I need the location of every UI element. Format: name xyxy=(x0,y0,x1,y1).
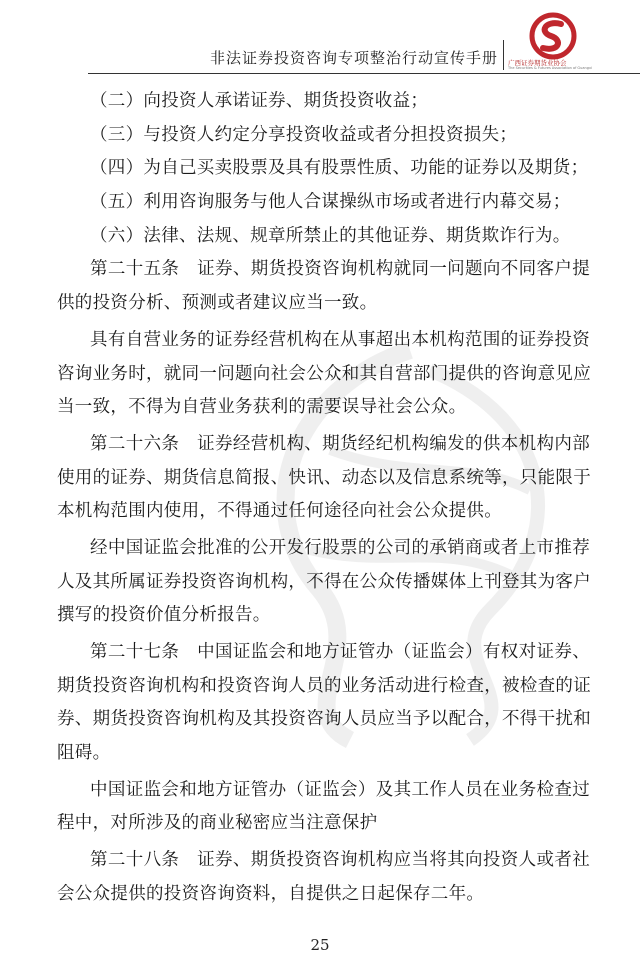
text-line: 具有自营业务的证券经营机构在从事超出本机构范围的证券投资 xyxy=(90,329,590,350)
header-rule xyxy=(88,73,640,74)
text-line: 期货投资咨询机构和投资咨询人员的业务活动进行检查，被检查的证 xyxy=(57,675,591,696)
text-line: 当一致，不得为自营业务获利的需要误导社会公众。 xyxy=(57,397,467,418)
logo-subtitle: The Securities & Futures Association of Guangxi xyxy=(508,66,592,70)
text-line: 供的投资分析、预测或者建议应当一致。 xyxy=(57,293,378,314)
body-text xyxy=(57,85,590,912)
text-line: 撰写的投资价值分析报告。 xyxy=(57,605,271,626)
text-line: 咨询业务时，就同一问题向社会公众和其自营部门提供的咨询意见应 xyxy=(57,363,591,384)
text-line: （六）法律、法规、规章所禁止的其他证券、期货欺诈行为。 xyxy=(90,225,571,246)
logo-name: 广西证券期货业协会 xyxy=(508,59,567,67)
text-line: （四）为自己买卖股票及具有股票性质、功能的证券以及期货； xyxy=(90,158,589,179)
text-line: 第二十五条 证券、期货投资咨询机构就同一问题向不同客户提 xyxy=(90,259,590,280)
text-line: 券、期货投资咨询机构及其投资咨询人员应当予以配合，不得干扰和 xyxy=(57,709,591,730)
text-line: （五）利用咨询服务与他人合谋操纵市场或者进行内幕交易； xyxy=(90,192,571,213)
text-line: 经中国证监会批准的公开发行股票的公司的承销商或者上市推荐 xyxy=(90,537,590,558)
text-line: 会公众提供的投资咨询资料，自提供之日起保存二年。 xyxy=(57,883,485,904)
text-line: 阻碍。 xyxy=(57,743,111,764)
text-line: 中国证监会和地方证管办（证监会）及其工作人员在业务检查过 xyxy=(90,779,590,800)
text-line: 使用的证券、期货信息简报、快讯、动态以及信息系统等，只能限于 xyxy=(57,467,591,488)
text-line: 本机构范围内使用，不得通过任何途径向社会公众提供。 xyxy=(57,501,502,522)
text-line: （三）与投资人约定分享投资收益或者分担投资损失； xyxy=(90,124,518,145)
text-line: （二）向投资人承诺证券、期货投资收益； xyxy=(90,91,429,111)
text-line: 程中，对所涉及的商业秘密应当注意保护 xyxy=(57,813,378,834)
text-line: 第二十六条 证券经营机构、期货经纪机构编发的供本机构内部 xyxy=(90,433,590,454)
text-line: 第二十八条 证券、期货投资咨询机构应当将其向投资人或者社 xyxy=(90,850,590,871)
text-line: 人及其所属证券投资咨询机构，不得在公众传播媒体上刊登其为客户 xyxy=(57,571,591,592)
page-header xyxy=(0,0,640,90)
header-title: 非法证券投资咨询专项整治行动宣传手册 xyxy=(209,49,498,67)
text-line: 第二十七条 中国证监会和地方证管办（证监会）有权对证券、 xyxy=(90,642,590,662)
page-number: 25 xyxy=(310,936,330,954)
header-divider xyxy=(503,40,504,70)
